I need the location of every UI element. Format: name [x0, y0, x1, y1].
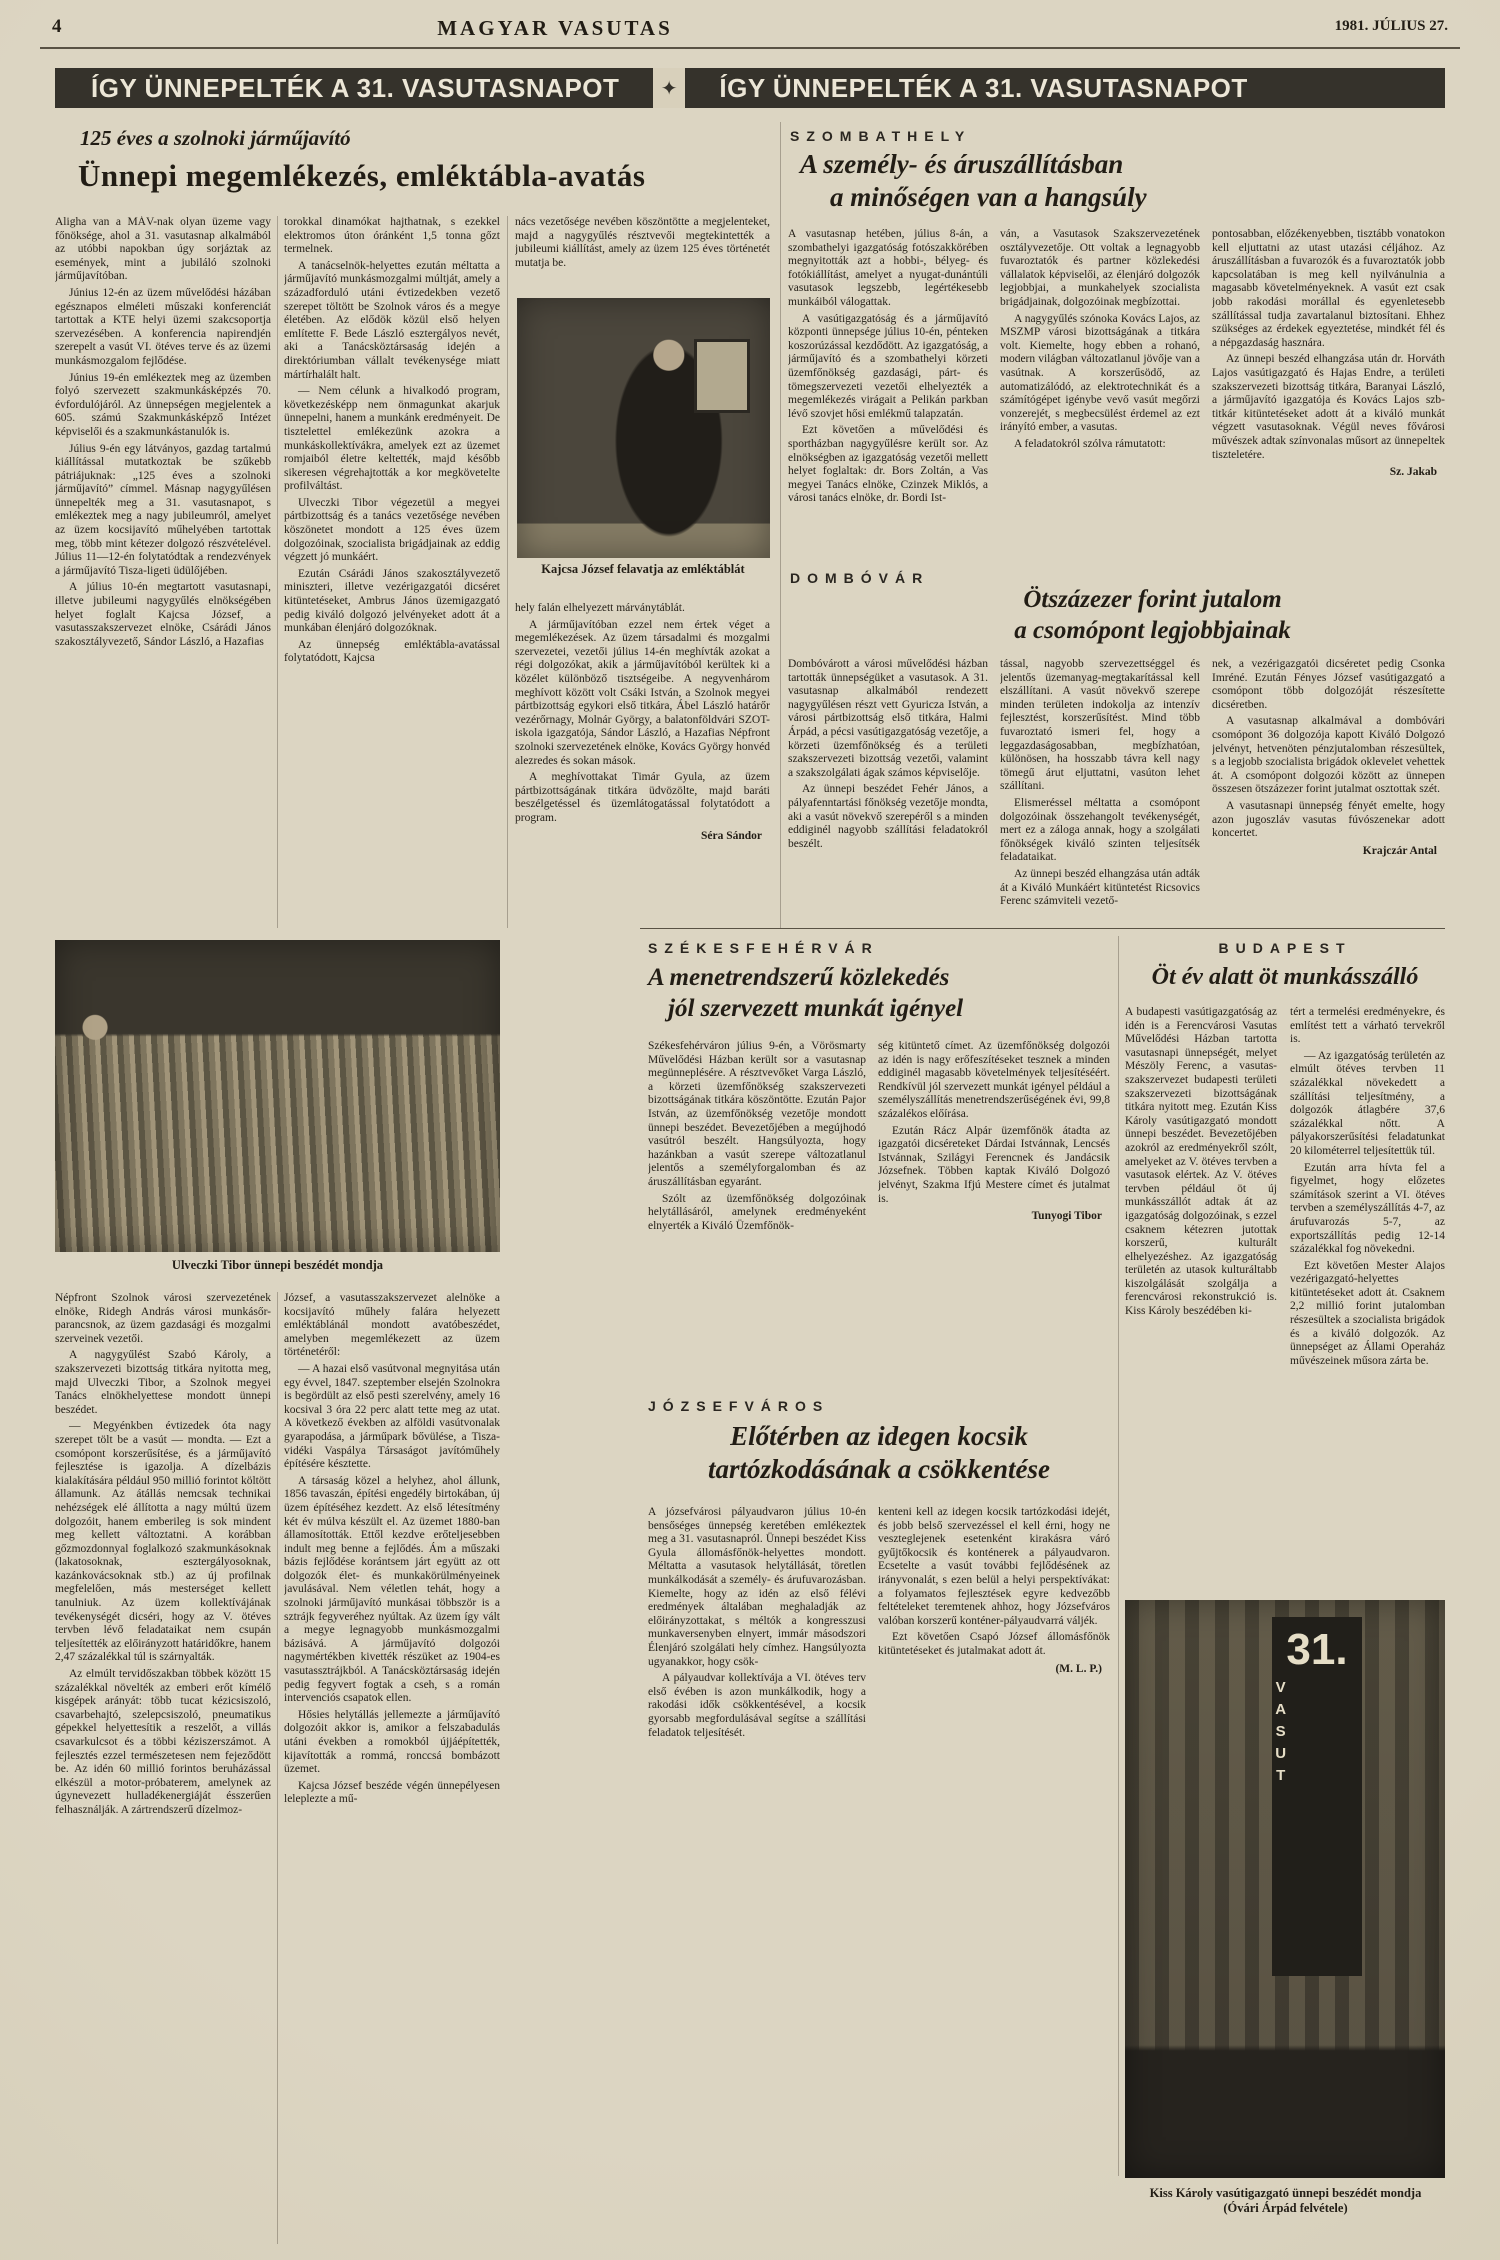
paragraph: pontosabban, előzékenyebben, tisztább vonatokon kell eljuttatni az utast utazási céljához. Az áruszállításban a fuvarozók és a fuvaroztatók jobb kapcsolatában is meg kell nyilvánulnia a magasabb követelményeknek. A vasút ezt csak jobb rakodási morállal és egyenletesebb szállítással tudja zavartalanul biztosítani. Ehhez szükséges az érdekek egyeztetése, mindkét fél és a népgazdaság hasznára.: [1212, 228, 1445, 349]
headline-line: jól szervezett munkát igényel: [668, 995, 964, 1022]
article-column: [788, 658, 988, 926]
banner-vertical-text: VASUT: [1272, 1679, 1290, 1790]
paragraph: Június 12-én az üzem művelődési házában egésznapos elméleti műszaki konferenciát tartottak a KTE helyi üzemi szakcsoportja szervezésében. A konferencia napirendjén szerepelt a vasút VI. ötéves terve és az üzemi munkásmozgalom fejlődése.: [55, 286, 271, 367]
paragraph: Az ünnepség emléktábla-avatással folytatódott, Kajcsa: [284, 638, 500, 665]
photo-caption: Kajcsa József felavatja az emléktáblát: [541, 562, 745, 576]
article-column: [1212, 658, 1445, 926]
section-label-dombovar: DOMBÓVÁR: [790, 570, 930, 586]
article-column: [55, 1292, 271, 2244]
article-column: [878, 1040, 1110, 1386]
column-text: [878, 1506, 1110, 1659]
paragraph: nács vezetősége nevében köszöntötte a megjelenteket, majd a nagygyűlés résztvevői megtekintették a jubileumi kiállítást, amely az üzem 125 éves történetét mutatja be.: [515, 216, 770, 269]
paragraph: A józsefvárosi pályaudvaron július 10-én bensőséges ünnepség keretében emlékeztek meg a 31. vasutasnapról. Ünnepi beszédet Kiss Gyula állomásfőnök-helyettes mondott. Méltatta a vasutasok helytállását, töretlen munkálkodását a személy- és árufuvarozásban. Kiemelte, hogy az idén az első félévi eredmények általában meghaladják az előirányzottakat, s méltók a kongresszusi munkaversenyben elnyert, immár másodszori Élenjáró szolgálati hely címhez. Hangsúlyozta ugyanakkor, hogy csök-: [648, 1506, 866, 1668]
paragraph: Dombóvárott a városi művelődési házban tartották ünnepségüket a vasutasok. A 31. vasutasnap alkalmából rendezett nagygyűlésen részt vett Gyuricza István, a városi pártbizottság első titkára, Halmi Árpád, a pécsi vasútigazgatóság vezetője, a körzeti üzemfőnökség és a területi szakszervezeti bizottság vezetői, valamint a szakszolgálati ágak számos képviselője.: [788, 658, 988, 779]
paragraph: — Nem célunk a hivalkodó program, következésképp nem önmagunkat akarjuk ünnepelni, hanem a munkánk eredményeit. De tisztelettel emlékezünk azokra a munkáskollektívákra, amelyek ezt az üzemet romjaiból életre keltették, majd később sikeresen végrehajtották a kor megkövetelte profilváltást.: [284, 385, 500, 493]
paragraph: Ezt követően Csapó József állomásfőnök kitüntetéseket és jutalmakat adott át.: [878, 1631, 1110, 1657]
headline-line: a minőségen van a hangsúly: [830, 182, 1147, 212]
paragraph: ség kitüntető címet. Az üzemfőnökség dolgozói az idén is nagy erőfeszítéseket tesznek a minden eddiginél magasabb követelmények teljesítéséért. Rendkívül jól szervezett munkát igényel például a személyszállítás menetrendszerűségének évi, 99,8 százalékos előírása.: [878, 1040, 1110, 1120]
byline: Séra Sándor: [700, 829, 762, 842]
issue-date: 1981. JÚLIUS 27.: [1334, 18, 1448, 34]
photo-kajcsa: [517, 298, 770, 558]
paragraph: Ezután Rácz Alpár üzemfőnök átadta az igazgatói dicséreteket Dárdai Istvánnak, Lencsés Istvánnak, Szilágyi Ferencnek és Jandácsik Józsefnek. Többen kaptak Kiváló Dolgozó jelvényt, Szakma Ifjú Mestere címet és jutalmat is.: [878, 1124, 1110, 1205]
column-rule: [277, 216, 278, 928]
paragraph: A vasutasnap hetében, július 8-án, a szombathelyi igazgatóság fotószakkörében megnyitották azt a hobbi-, bélyeg- és fotókiállítást, amelyet a nyugat-dunántúli vasutasok legszebb, legértékesebb munkáiból válogattak.: [788, 228, 988, 308]
paragraph: Ulveczki Tibor végezetül a megyei pártbizottság és a tanács vezetősége nevében köszönetet mondott a 125 éves üzem dolgozóinak, szocialista brigádjainak az eddig végzett jó munkáért.: [284, 496, 500, 564]
photo-ulveczki: [55, 940, 500, 1252]
article-column: [284, 216, 500, 928]
paragraph: — A hazai első vasútvonal megnyitása után egy évvel, 1847. szeptember elsején Szolnokra is begördült az első pesti szerelvény, amely 16 kocsival 3 óra 22 perc alatt tette meg az utat. A következő években az alföldi vasútvonalak gyarapodása, a járműpark bővülése, a Tisza-vidéki Vaspálya Társaságot javítóműhely építésére késztette.: [284, 1362, 500, 1471]
column-text: [1212, 658, 1445, 841]
byline: Krajczár Antal: [1362, 844, 1437, 857]
main-headline: Ünnepi megemlékezés, emléktábla-avatás: [78, 158, 646, 193]
article-column: [648, 1040, 866, 1386]
jozsefvaros-headline: [648, 1420, 1110, 1486]
paragraph: Ezután arra hívta fel a figyelmet, hogy előzetes számítások szerint a VI. ötéves tervben a személyszállítás 4-7, az árufuvarozás 5-7, az exportszállítás pedig 12-14 százalékkal fog növekedni.: [1290, 1161, 1445, 1256]
paragraph: Kajcsa József beszéde végén ünnepélyesen leleplezte a mű-: [284, 1779, 500, 1806]
paragraph: A vasútigazgatóság és a járműjavító központi ünnepsége július 10-én, pénteken koszorúzással kezdődött. Az igazgatóság, a járműjavító és a szombathelyi körzeti üzemfőnökség gazdasági, párt- és tömegszervezeti vezetői elhelyezték a megemlékezés virágait a Pelikán parkban lévő szovjet hősi emlékmű talapzatán.: [788, 312, 988, 420]
headline-line: A személy- és áruszállításban: [800, 149, 1124, 179]
photo-caption: Ulveczki Tibor ünnepi beszédét mondja: [171, 1258, 384, 1272]
paragraph: Hősies helytállás jellemezte a járműjavító dolgozóit akkor is, amikor a felszabadulás utáni években a romokból újjáépítették, kijavították a rommá, ronccsá bombázott üzemet.: [284, 1708, 500, 1776]
section-label-szombathely: SZOMBATHELY: [790, 128, 972, 144]
article-column: [1290, 1006, 1445, 1588]
caption-text: Kiss Károly vasútigazgató ünnepi beszédét mondja: [1149, 2186, 1422, 2200]
paragraph: Aligha van a MÁV-nak olyan üzeme vagy főnöksége, ahol a 31. vasutasnap alkalmából az utóbbi napokban úgy sorjáztak az események, mint a jubiláló szolnoki járműjavítóban.: [55, 216, 271, 283]
paragraph: Az ünnepi beszéd elhangzása után adták át a Kiváló Munkáért kitüntetést Ricsovics Ferenc számviteli vezető-: [1000, 867, 1200, 908]
banner-left-text: ÍGY ÜNNEPELTÉK A 31. VASUTASNAPOT: [91, 72, 620, 103]
paragraph: kenteni kell az idegen kocsik tartózkodási idejét, és jobb belső szervezéssel el kell érni, hogy ne veszteglejenek esetenként kirakásra váró gyűjtőkocsik és konténerek a pályaudvaron. Ecsetelte a vasút további fejlődésének az irányvonalát, s ezen belül a helyi perspektívákat: a folyamatos fejlesztések egyre kedvezőbb feltételeket teremtenek ahhoz, hogy Józsefváros valóban korszerű konténer-pályaudvarrá váljék.: [878, 1506, 1110, 1627]
section-label-jozsefvaros: JÓZSEFVÁROS: [648, 1398, 830, 1414]
byline: (M. L. P.): [1055, 1662, 1102, 1675]
article-column: [1125, 1006, 1277, 1588]
banner-diamond-icon: ✦: [653, 68, 685, 108]
section-label-budapest: BUDAPEST: [1218, 940, 1352, 956]
paragraph: A nagygyűlés szónoka Kovács Lajos, az MSZMP városi bizottságának a titkára volt. Kiemelte, hogy ebben a rohanó, modern világban változatlanul jövője van a vasútnak. A korszerűsödő, az automatizálódó, az elektrotechnikát és a számítógépet igénybe vevő vasút megőrzi vonzerejét, s megbecsülést érdemel az ezt irányító ember, a vasutas.: [1000, 312, 1200, 434]
paragraph: A nagygyűlést Szabó Károly, a szakszervezeti bizottság titkára nyitotta meg, majd Ulveczki Tibor, a Szolnok megyei Tanács elnökhelyettese mondott ünnepi beszédet.: [55, 1349, 271, 1416]
photo-credit: (Óvári Árpád felvétele): [1223, 2201, 1348, 2215]
paragraph: Június 19-én emlékeztek meg az üzemben folyó szervezett szakmunkásképzés 70. évfordulójáról. Az ünnepségen megjelentek a 605. számú Szakmunkásképző Intézet képviselői és a szakmunkástanulók is.: [55, 371, 271, 438]
section-label-szekesfehervar: SZÉKESFEHÉRVÁR: [648, 940, 879, 956]
paragraph: — Az igazgatóság területén az elmúlt ötéves tervben 11 százalékkal növekedett a szállítási teljesítmény, a dolgozók átlagbére 37,6 százalékkal nőtt. A pályakorszerűsítési feladatunkat 20 kilométerrel teljesítettük túl.: [1290, 1049, 1445, 1157]
article-column: [1000, 658, 1200, 926]
paragraph: József, a vasutasszakszervezet alelnöke a kocsijavító műhely falára helyezett emléktáblánál mondott avatóbeszédet, amelyben megemlékezett az üzem történetéről:: [284, 1292, 500, 1359]
headline-line: A menetrendszerű közlekedés: [648, 964, 950, 991]
column-rule: [277, 1292, 278, 2244]
paragraph: — Megyénkben évtizedek óta nagy szerepet tölt be a vasút — mondta. — Ezt a csomópont korszerűsítése, és a járműjavító fejlesztése is igazolja. A dízelbázis kialakítására például 950 millió forintot költött államunk. Az átállás nemcsak technikai nehézségek elé állította a nagy múltú üzem dolgozóit, hanem emberileg is sok mindent meg kellett változtatni. A korábban gőzmozdonnyal foglalkozó szakmunkásoknak (lakatosoknak, esztergályosoknak, kazánkovácsoknak stb.) az új profilnak megfelelően, más mesterséget kellett tanulniuk. Az üzem kollektívájának tevékenységét dicséri, hogy az V. ötéves tervben lévő feladataikat nem csupán teljesítették az előirányzott határidőkre, hanem 2,47 százalékkal túl is szárnyalták.: [55, 1420, 271, 1664]
budapest-headline: Öt év alatt öt munkásszálló: [1151, 964, 1419, 990]
section-rule: [640, 928, 1445, 929]
paragraph: Elismeréssel méltatta a csomópont dolgozóinak összehangolt tevékenységét, mert ez a záloga annak, hogy a szolgálati főnökségek kiváló szinten teljesítsék feladataikat.: [1000, 796, 1200, 864]
byline: Sz. Jakab: [1389, 466, 1437, 479]
banner: [55, 68, 1445, 108]
article-column: [1212, 228, 1445, 564]
article-column: [515, 602, 770, 888]
paragraph: Szólt az üzemfőnökség dolgozóinak helytállásáról, amelynek eredményeként elnyerték a Kiváló Üzemfőnök-: [648, 1192, 866, 1232]
photo-caption: [1118, 2186, 1453, 2216]
paragraph: A tanácselnök-helyettes ezután méltatta a járműjavító munkásmozgalmi múltját, amely a századforduló utáni évtizedekben vezető szerepet töltött be Szolnok város és a megye életében. Az elődök közül első helyen említette F. Bede László esztergályos nevét, aki a Tanácsköztársaság idején a direktóriumban vállalt tevékenysége miatt mártírhalált halt.: [284, 259, 500, 381]
kicker: 125 éves a szolnoki járműjavító: [80, 126, 351, 150]
paragraph: Az ünnepi beszéd elhangzása után dr. Horváth Lajos vasútigazgató és Hajas Endre, a területi szakszervezeti bizottság titkára, Baranyai László, a járműjavító igazgatója és Kovács Lajos szb-titkár kitüntetéseket adott át a kiváló munkát végzett vasutasoknak. Végül neves fővárosi művészek adtak színvonalas műsort az ünnepeltek tiszteletére.: [1212, 353, 1445, 461]
paragraph: torokkal dinamókat hajthatnak, s ezekkel elektromos úton óránként 1,5 tonna gőzt termelnek.: [284, 216, 500, 256]
paragraph: tással, nagyobb szervezettséggel és jelentős üzemanyag-megtakarítással kell elszállítani. A vasút növekvő szerepe minden területen indokolja az intenzív fejlesztést, korszerűsítést. Mind több fuvaroztató ismeri fel, hogy a leggazdaságosabban, megbízhatóan, különösen, ha hosszabb távra kell nagy tömegű árut eljuttatni, vasúton lehet szállítani.: [1000, 658, 1200, 793]
masthead: MAGYAR VASUTAS: [437, 16, 673, 40]
paragraph: Ezt követően a művelődési és sportházban nagygyűlésre került sor. Az elnökségben az igazgatóság vezetői mellett helyet foglaltak: dr. Bors Zoltán, a Vas megyei Tanács elnöke, Czinzek Miklós, a városi tanács elnöke, dr. Bordi Ist-: [788, 424, 988, 505]
headline-line: Előtérben az idegen kocsik: [730, 1421, 1028, 1451]
paragraph: Július 9-én egy látványos, gazdag tartalmú kiállítással mutatkoztak be szűkebb pátriájuknak: „125 éves a szolnoki járműjavító” címmel. Másnap nagygyűlésen ünnepelték meg a 31. vasutasnapot, s emlékeztek meg a nagy jubileumról, amelyet az üzem kocsijavító műhelyében tartottak meg, több mint kétezer dolgozó részvételével. Július 11—12-én folytatódtak a rendezvények a járműjavító Tisza-ligeti üdülőjében.: [55, 442, 271, 577]
paragraph: hely falán elhelyezett márványtáblát.: [515, 602, 685, 614]
column-text: [878, 1040, 1110, 1206]
dombovar-headline: [860, 584, 1445, 646]
paragraph: Ezt követően Mester Alajos vezérigazgató-helyettes kitüntetéseket adott át. Csaknem 2,2 millió forint jutalomban részesültek a szocialista brigádok és a kiváló dolgozók. Az ünnepséget az Állami Operaház művészeinek műsora zárta be.: [1290, 1259, 1445, 1367]
paragraph: A pályaudvar kollektívája a VI. ötéves terv első évében is azon munkálkodik, hogy a rakodási idők csökkentésével, a kocsik gyorsabb megfordulásával segítse a szállítási feladatok teljesítését.: [648, 1672, 866, 1739]
banner-right-text: ÍGY ÜNNEPELTÉK A 31. VASUTASNAPOT: [719, 72, 1248, 103]
memorial-plaque: [697, 342, 748, 410]
paragraph: Székesfehérváron július 9-én, a Vörösmarty Művelődési Házban került sor a vasutasnap megünneplésére. A résztvevőket Varga László, a körzeti üzemfőnökség szakszervezeti bizottságának titkára köszöntötte. Ezután Pajor István, az üzemfőnökség vezetője mondott ünnepi beszédet. Bevezetőjében a megújhodó vasútról beszélt. Hangsúlyozta, hogy hazánkban a vasút szerepe változatlanul jelentős a személyforgalomban és az áruszállításban egyaránt.: [648, 1040, 866, 1188]
paragraph: A budapesti vasútigazgatóság az idén is a Ferencvárosi Vasutas Művelődési Házban tartotta vasutasnapi ünnepségét, melyet Mészöly Ferenc, a vasutas-szakszervezet budapesti területi szakszervezeti bizottságának titkára nyitott meg. Ezután Kiss Károly vasútigazgató mondott ünnepi beszédet. Bevezetőjében azokról az eredményekről szólt, amelyeket az V. ötéves tervben a vasutasok elértek. Az V. ötéves tervben például öt új munkásszállót adtak át az igazgatóság dolgozóinak, s ezzel csaknem kétezren jutottak korszerű, kulturált elhelyezéshez. Az igazgatóság területén az utasok kulturáltabb kiszolgálását szolgálja a ferencvárosi rekonstrukció is. Kiss Károly beszédében ki-: [1125, 1006, 1277, 1318]
article-column: [648, 1506, 866, 2244]
paragraph: Az elmúlt tervidőszakban többek között 15 százalékkal növelték az emberi erőt kímélő kisgépek arányát: több tucat kézicsiszoló, csavarbehajtó, szelepcsiszoló, pneumatikus gépekkel helyettesítik a reszelőt, a villás csavarkulcsot és a többi kéziszerszámot. A fejlesztés ezzel természetesen nem fejeződött be. Az idén 60 millió forintos beruházással elkészül a motor-próbaterem, amelynek az úgynevezett hulladékenergiáját ésszerűen felhasználják. A zártrendszerű dízelmoz-: [55, 1668, 271, 1816]
banner-number: 31.: [1286, 1625, 1348, 1675]
headline-line: Ötszázezer forint jutalom: [1023, 586, 1282, 613]
paragraph: A vasutasnap alkalmával a dombóvári csomópont 36 dolgozója kapott Kiváló Dolgozó jelvényt, hetvenöten pénzjutalomban részesültek, s a legjobb szocialista brigádok oklevelet vehettek át. A csomópont dolgozói között az ünnepen összesen ötszázezer forint jutalmat osztottak szét.: [1212, 715, 1445, 796]
photo-kiss: [1125, 1600, 1445, 2178]
paragraph: Ezután Csárádi János szakosztályvezető miniszteri, illetve vezérigazgatói dicséret kitüntetéseket, Ambrus János üzemigazgató pedig kiváló dolgozó jelvényeket adott át a munkában élenjáró dolgozóknak.: [284, 567, 500, 635]
header-rule: [40, 47, 1460, 49]
szekesfehervar-headline: [648, 962, 1118, 1024]
page-number: 4: [52, 16, 62, 37]
paragraph: Az ünnepi beszédet Fehér János, a pályafenntartási főnökség vezetője mondta, aki a vasút növekvő szerepéről s a minden eddiginél nagyobb szállítási feladatokról beszélt.: [788, 783, 988, 850]
paragraph: A meghívottakat Timár Gyula, az üzem pártbizottságának titkára üdvözölte, majd baráti beszélgetéssel és üzemlátogatással folytatódott a program.: [515, 771, 770, 824]
paragraph: A vasutasnapi ünnepség fényét emelte, hogy azon jugoszláv vasutas fúvószenekar adott koncertet.: [1212, 799, 1445, 840]
paragraph: nek, a vezérigazgatói dicséretet pedig Csonka Imréné. Ezután Fényes József vasútigazgató a csomópont több dolgozóját részesítette dicséretben.: [1212, 658, 1445, 711]
column-text: [515, 602, 770, 826]
section-rule: [1118, 936, 1119, 2176]
section-rule: [780, 122, 781, 928]
paragraph: Népfront Szolnok városi szervezetének elnöke, Ridegh András városi munkásőr-parancsnok, az üzem gazdasági és mozgalmi szerveinek vezetői.: [55, 1292, 271, 1345]
paragraph: A feladatokról szólva rámutatott:: [1014, 437, 1166, 450]
vasutasnap-banner: [1272, 1617, 1362, 1975]
paragraph: A járműjavítóban ezzel nem értek véget a megemlékezések. Az üzem társadalmi és mozgalmi szervezetei, vezetői július 14-én meghívták azokat a régi dolgozókat, akik a járműjavítóból kerültek ki a közélet különböző tisztségeibe. A negyvenhárom meghívott között volt Csáki István, a Szolnok megyei pártbizottság egykori első titkára, Ábel László határőr vezérőrnagy, Molnár György, a balatonföldvári SZOT-iskola igazgatója, Sándor László, a Hazafias Népfront szolnoki szervezetének elnöke, Kovács György honvéd alezredes és sokan mások.: [515, 618, 770, 767]
article-column: [515, 216, 770, 292]
headline-line: tartózkodásának a csökkentése: [707, 1454, 1050, 1484]
paragraph: ván, a Vasutasok Szakszervezetének osztályvezetője. Ott voltak a legnagyobb fuvaroztatók és partner közlekedési vállalatok képviselői, az élenjáró dolgozók legjobbjai, a munkahelyek szocialista brigádjainak, dolgozóinak megbízottai.: [1000, 228, 1200, 308]
szombathely-headline: [800, 148, 1440, 214]
article-column: [55, 216, 271, 928]
byline: Tunyogi Tibor: [1031, 1210, 1102, 1223]
paragraph: A társaság közel a helyhez, ahol állunk, 1856 tavaszán, építési engedély birtokában, új üzem építéséhez kezdett. Az első létesítmény két év múlva készült el. Az üzemet 1880-ban államosították. Ettől kezdve erőteljesebben indult meg benne a fejlődés. Ám a műszaki bázis fejlődése korántsem járt együtt az ott dolgozók élet- és munkakörülményeinek javulásával. Nem véletlen tehát, hogy a szolnoki járműjavító munkásai többször is a sztrájk fegyveréhez nyúltak. Az üzem így vált a megye legnagyobb munkásmozgalmi bázisává. A járműjavító dolgozói nagymértékben kivették részüket az 1904-es vasutassztrájkból. A Tanácsköztársaság idején pedig fegyvert fogtak a cseh, s a román intervenciós csapatok ellen.: [284, 1474, 500, 1705]
paragraph: A július 10-én megtartott vasutasnapi, illetve jubileumi nagygyűlés elnökségében helyet foglalt Kajcsa József, a vasutasszakszervezet elnöke, Csárádi János szakosztályvezető, Sándor László, a Hazafias: [55, 581, 271, 648]
headline-line: a csomópont legjobbjainak: [1014, 617, 1291, 644]
article-column: [284, 1292, 500, 2244]
article-column: [878, 1506, 1110, 2066]
article-column: [1000, 228, 1200, 564]
column-text: [1212, 228, 1445, 462]
article-column: [788, 228, 988, 564]
paragraph: tért a termelési eredményekre, és említést tett a várható tervekről is.: [1290, 1006, 1445, 1046]
column-rule: [507, 216, 508, 928]
